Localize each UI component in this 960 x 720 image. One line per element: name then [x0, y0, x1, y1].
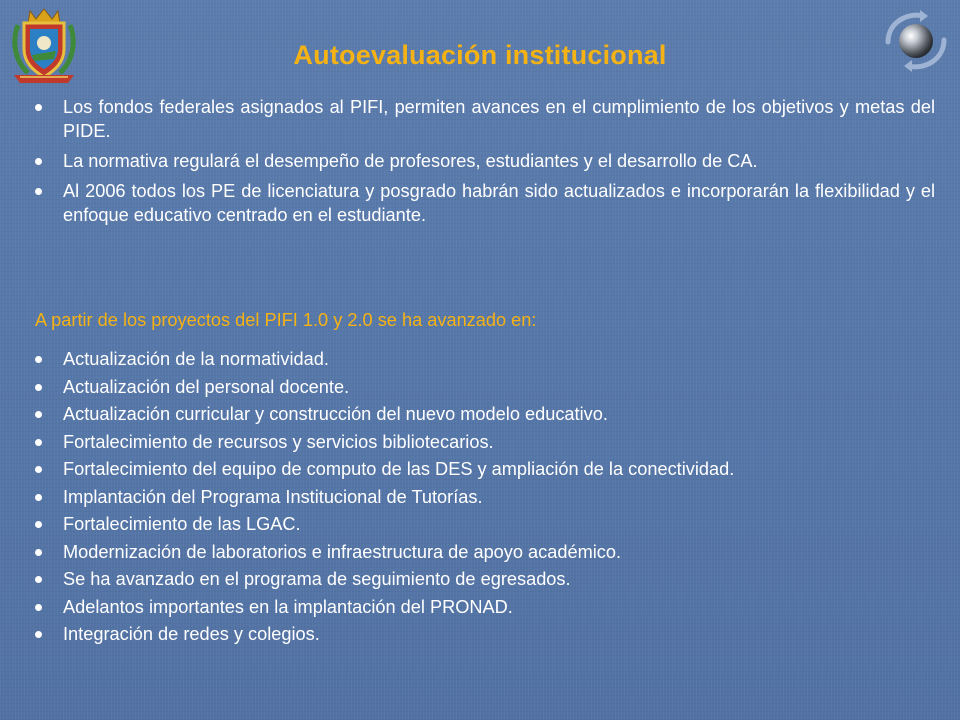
bullet-item — [35, 179, 935, 227]
bullet-text: Actualización del personal docente. — [63, 376, 350, 397]
bullet-item — [35, 402, 935, 426]
bullet-dot-icon — [35, 631, 42, 638]
bullet-item — [35, 540, 935, 564]
bullet-text: Al 2006 todos los PE de licenciatura y posgrado habrán sido actualizados e incorporarán la flexibilidad y el enfoque educativo centrado en el estudiante. — [63, 181, 935, 225]
bullet-dot-icon — [35, 158, 42, 165]
bullet-text: Actualización curricular y construcción del nuevo modelo educativo. — [63, 404, 608, 424]
bullet-item — [35, 567, 935, 591]
bullet-text: Implantación del Programa Institucional de Tutorías. — [63, 486, 483, 507]
bullet-item — [35, 149, 935, 173]
bullet-text: Actualización de la normatividad. — [63, 349, 329, 369]
top-bullet-list — [35, 95, 935, 233]
bullet-dot-icon — [35, 411, 42, 418]
bullet-dot-icon — [35, 521, 42, 528]
bullet-dot-icon — [35, 384, 42, 391]
bullet-item — [35, 595, 935, 619]
bullet-item — [35, 430, 935, 454]
bullet-dot-icon — [35, 356, 42, 363]
bullet-dot-icon — [35, 466, 42, 473]
progress-bullet-list — [35, 347, 935, 650]
bullet-text: Modernización de laboratorios e infraestructura de apoyo académico. — [63, 541, 622, 562]
bullet-item — [35, 347, 935, 371]
bullet-item — [35, 95, 935, 143]
subheading: A partir de los proyectos del PIFI 1.0 y 2.0 se ha avanzado en: — [35, 310, 537, 330]
bullet-dot-icon — [35, 604, 42, 611]
bullet-dot-icon — [35, 104, 42, 111]
bullet-item — [35, 512, 935, 536]
bullet-dot-icon — [35, 576, 42, 583]
bullet-text: La normativa regulará el desempeño de profesores, estudiantes y el desarrollo de CA. — [63, 151, 758, 171]
bullet-text: Adelantos importantes en la implantación del PRONAD. — [63, 596, 513, 617]
bullet-dot-icon — [35, 188, 42, 195]
bullet-text: Fortalecimiento del equipo de computo de las DES y ampliación de la conectividad. — [63, 459, 735, 479]
bullet-text: Los fondos federales asignados al PIFI, permiten avances en el cumplimiento de los objetivos y metas del PIDE. — [63, 97, 935, 141]
slide-title: Autoevaluación institucional — [293, 40, 667, 70]
bullet-dot-icon — [35, 549, 42, 556]
bullet-dot-icon — [35, 439, 42, 446]
bullet-item — [35, 375, 935, 399]
bullet-item — [35, 457, 935, 481]
bullet-item — [35, 485, 935, 509]
bullet-text: Integración de redes y colegios. — [63, 624, 320, 644]
bullet-text: Fortalecimiento de las LGAC. — [63, 514, 301, 534]
bullet-text: Fortalecimiento de recursos y servicios bibliotecarios. — [63, 431, 494, 452]
bullet-item — [35, 622, 935, 646]
bullet-text: Se ha avanzado en el programa de seguimiento de egresados. — [63, 569, 571, 589]
bullet-dot-icon — [35, 494, 42, 501]
